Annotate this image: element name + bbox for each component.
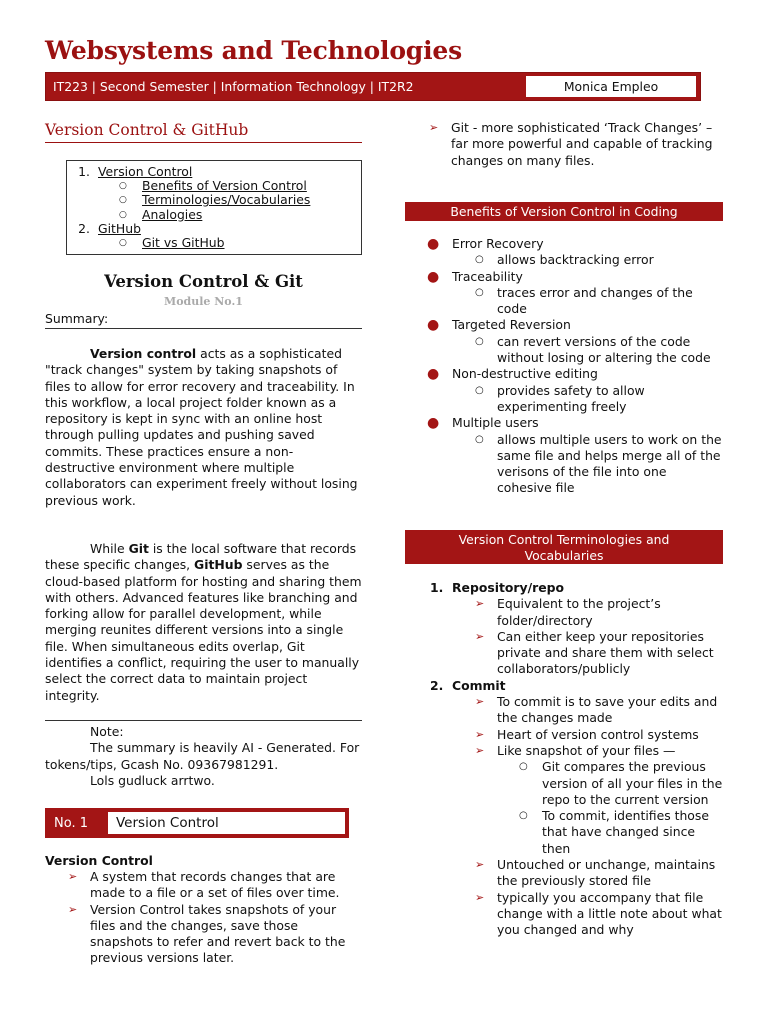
list-item: ● Targeted Reversion [405, 317, 725, 333]
toc-subitem[interactable] [75, 193, 361, 207]
summary-paragraph-2: While Git is the local software that records these specific changes, GitHub serves as the cloud-based platform for hosting and sharing them with others. Advanced features like branching and forking allow for parallel development, while merging reunites different versions into a single file. When simultaneous edits overlap, Git identifies a conflict, requiring the user to manually select the correct data to maintain project integrity. [45, 541, 362, 703]
arrow-bullet-icon: ➢ [429, 121, 439, 134]
list-item: ● Error Recovery [405, 236, 725, 252]
list-subitem: ○ can revert versions of the code without losing or altering the code [475, 333, 711, 366]
list-item: ➢ A system that records changes that are made to a file or a set of files over time. [68, 869, 340, 901]
list-item: ➢ typically you accompany that file change with a little note about what you changed and why [475, 889, 722, 938]
course-info: IT223 | Second Semester | Information Technology | IT2R2 [53, 79, 414, 94]
circle-bullet-icon: ○ [475, 384, 484, 396]
arrow-bullet-icon: ➢ [475, 858, 485, 872]
list-item: ➢ To commit is to save your edits and the changes made [475, 694, 718, 726]
section-number: No. 1 [54, 816, 88, 831]
header-bar [45, 72, 701, 101]
note-text: The summary is heavily AI - Generated. For tokens/tips, Gcash No. 09367981291. [45, 740, 360, 772]
list-subitem: ○ allows backtracking error [475, 252, 654, 268]
toc-link-benefits[interactable]: Benefits of Version Control [142, 178, 307, 194]
summary-paragraph-1: Version control acts as a sophisticated "track changes" system by taking snapshots of files to allow for error recovery and traceability. In this workflow, a local project folder known as a repository is kept in sync with an online host through pulling updates and pushing saved commits. These practices ensure a non-destructive environment where multiple collaborators can experiment freely without losing previous work. [45, 346, 358, 508]
circle-bullet-icon: ○ [119, 209, 127, 220]
circle-bullet-icon: ○ [119, 181, 127, 192]
version-control-heading: Version Control [45, 853, 153, 868]
circle-bullet-icon: ○ [475, 286, 484, 298]
toc-link-version-control[interactable]: Version Control [98, 164, 193, 179]
term-heading-repository: 1. Repository/repo [430, 580, 564, 595]
circle-bullet-icon: ○ [119, 238, 127, 249]
section-number-label: Version Control [108, 812, 345, 834]
term-heading-commit: 2. Commit [430, 677, 506, 693]
list-item: ➢ Version Control takes snapshots of your files and the changes, save those snapshots to refer and revert back to the previous versions later. [68, 901, 346, 966]
list-item: ➢ Like snapshot of your files — [475, 742, 676, 758]
toc-subitem[interactable] [75, 236, 361, 250]
list-item: ● Multiple users [405, 415, 725, 431]
circle-bullet-icon: ○ [119, 195, 127, 206]
section-heading: Version Control & GitHub [45, 121, 362, 143]
list-item: ● Non-destructive editing [405, 366, 725, 382]
benefits-list [405, 236, 725, 497]
table-of-contents [66, 160, 362, 255]
list-subitem: ○ Git compares the previous version of all your files in the repo to the current version [519, 759, 723, 807]
toc-item[interactable]: 2. GitHub [78, 220, 141, 236]
arrow-bullet-icon: ➢ [475, 695, 485, 709]
toc-subitem[interactable] [75, 179, 361, 193]
toc-link-terminologies[interactable]: Terminologies/Vocabularies [142, 192, 311, 208]
arrow-bullet-icon: ➢ [475, 727, 485, 741]
toc-item[interactable]: 1. Version Control [78, 164, 193, 179]
circle-bullet-icon: ○ [475, 335, 484, 347]
terminologies-list [405, 580, 725, 939]
arrow-bullet-icon: ➢ [68, 870, 78, 883]
toc-link-analogies[interactable]: Analogies [142, 206, 203, 222]
benefits-heading-bar: Benefits of Version Control in Coding [405, 202, 723, 221]
arrow-bullet-icon: ➢ [475, 890, 485, 904]
arrow-bullet-icon: ➢ [68, 902, 78, 916]
circle-bullet-icon: ○ [475, 254, 484, 266]
circle-bullet-icon: ○ [475, 433, 484, 445]
summary-label: Summary: [45, 311, 362, 329]
version-control-list [68, 869, 363, 967]
list-subitem: ○ provides safety to allow experimenting freely [475, 382, 645, 414]
toc-link-github[interactable]: GitHub [98, 220, 141, 236]
list-subitem: ○ allows multiple users to work on the same file and helps merge all of the verisons of the file into one cohesive file [475, 431, 722, 496]
list-subitem: ○ traces error and changes of the code [475, 284, 693, 317]
author-name: Monica Empleo [526, 76, 696, 97]
list-item: ➢ Git - more sophisticated ‘Track Changes’ – far more powerful and capable of tracking changes on many files. [429, 120, 713, 168]
arrow-bullet-icon: ➢ [475, 743, 485, 757]
red-dot-bullet-icon: ● [427, 317, 440, 334]
list-item: ➢ Equivalent to the project’s folder/directory [475, 596, 661, 628]
section-number-box [45, 808, 349, 838]
list-subitem: ○ To commit, identifies those that have changed since then [519, 808, 709, 856]
toc-subitem[interactable] [75, 208, 361, 222]
list-item: ➢ Can either keep your repositories private and share them with select collaborators/publicly [475, 628, 714, 677]
red-dot-bullet-icon: ● [427, 415, 440, 432]
red-dot-bullet-icon: ● [427, 236, 440, 252]
note-closing: Lols gudluck arrtwo. [90, 772, 215, 788]
note-block [45, 720, 362, 789]
circle-bullet-icon: ○ [519, 761, 528, 773]
list-item: ● Traceability [405, 269, 725, 285]
note-label: Note: [90, 724, 124, 739]
module-label: Module No.1 [164, 295, 243, 308]
circle-bullet-icon: ○ [519, 810, 528, 822]
toc-link-git-vs-github[interactable]: Git vs GitHub [142, 235, 225, 251]
list-item: ➢ Untouched or unchange, maintains the previously stored file [475, 857, 716, 889]
page-title: Websystems and Technologies [45, 36, 462, 65]
red-dot-bullet-icon: ● [427, 366, 440, 383]
terminologies-heading-bar: Version Control Terminologies and Vocabularies [405, 530, 723, 564]
git-definition-list [429, 120, 719, 169]
arrow-bullet-icon: ➢ [475, 597, 485, 611]
arrow-bullet-icon: ➢ [475, 629, 485, 643]
document-title: Version Control & Git [104, 272, 303, 291]
list-item: ➢ Heart of version control systems [475, 726, 699, 742]
red-dot-bullet-icon: ● [427, 268, 440, 285]
